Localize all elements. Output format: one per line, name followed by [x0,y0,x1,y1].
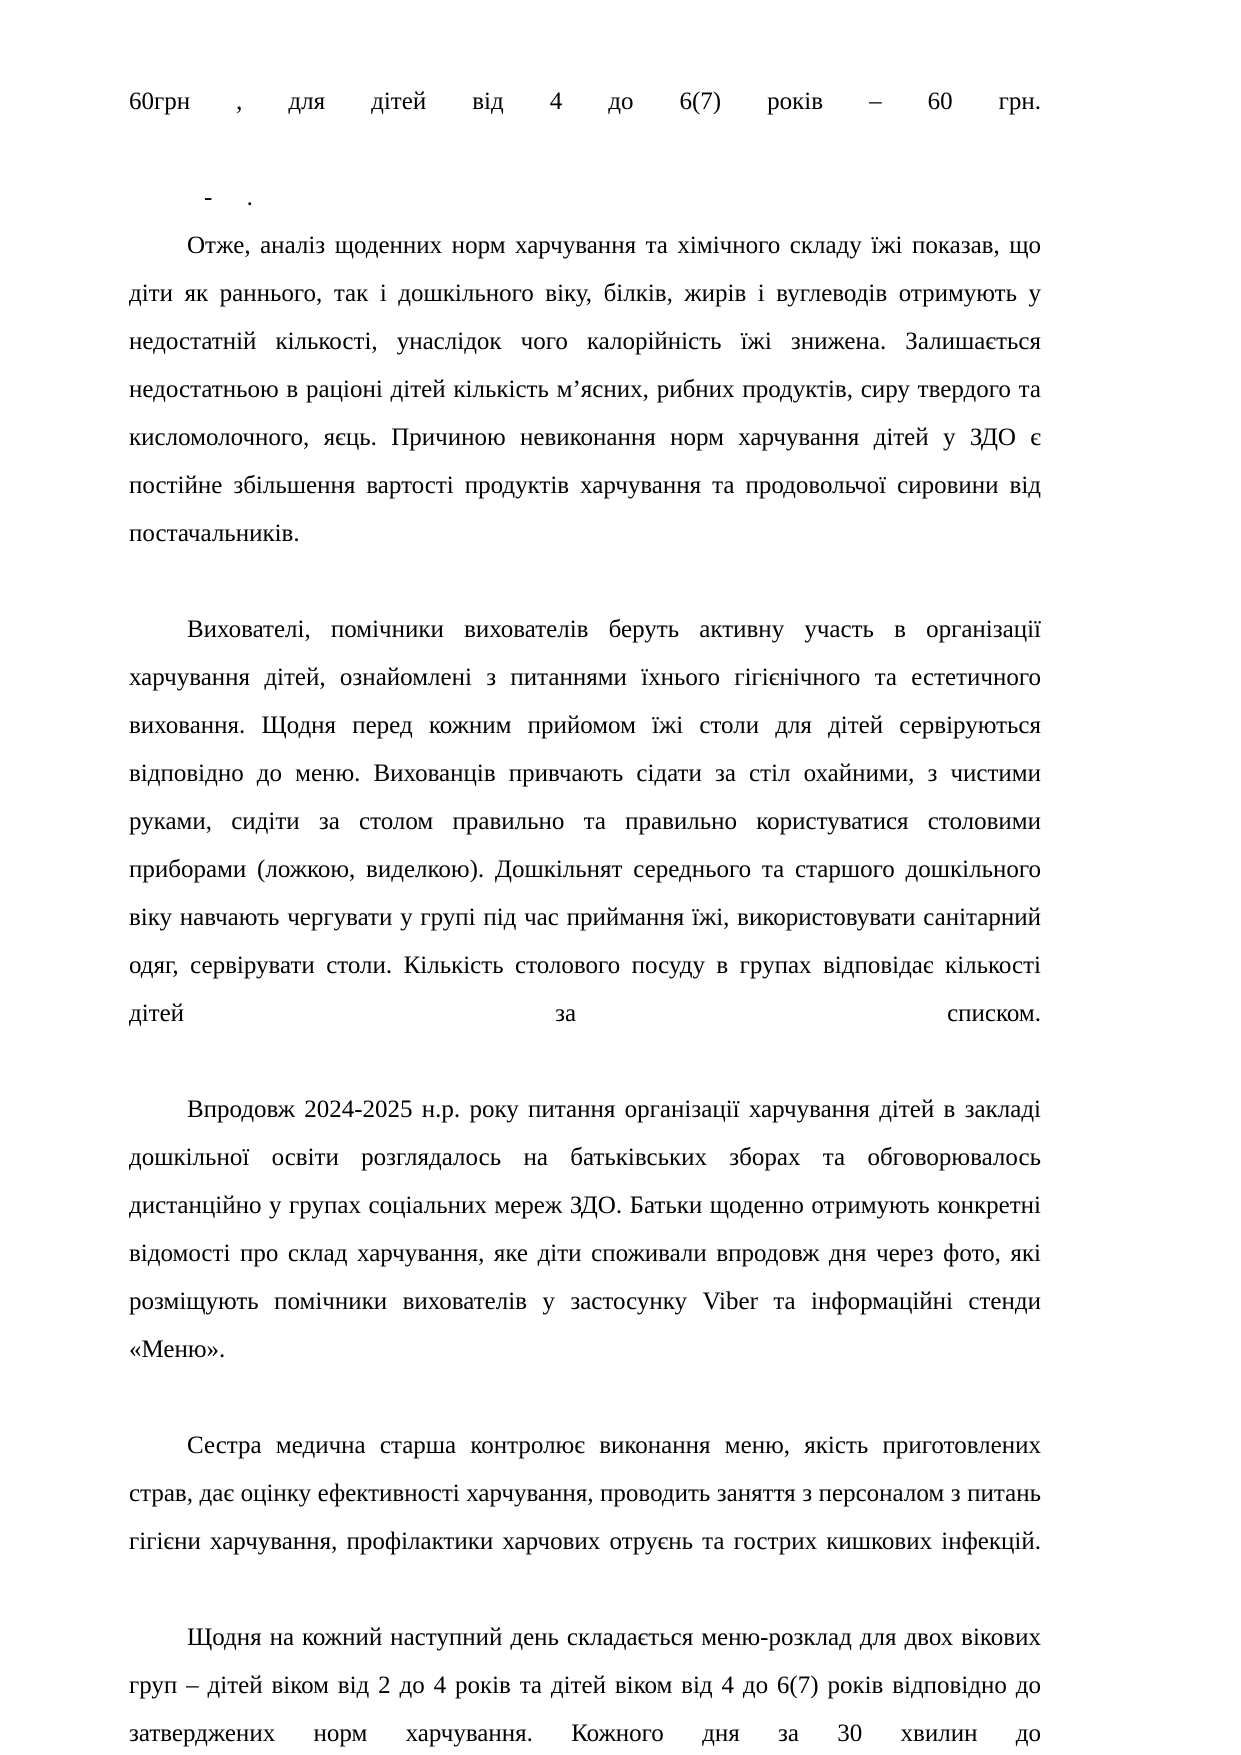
paragraph-educators-participation: Вихователі, помічники вихователів беруть активну участь в організації харчування дітей, ознайомлені з питаннями їхнього гігієнічного та естетичного виховання. Щодня перед кожним прийомом їжі столи для дітей сервіруються відповідно до меню. Вихованців привчають сідати за стіл охайними, з чистими руками, сидіти за столом правильно та правильно користуватися столовими приборами (ложкою, виделкою). Дошкільнят середнього та старшого дошкільного віку навчають чергувати у групі під час приймання їжі, використовувати санітарний одяг, сервірувати столи. Кількість столового посуду в групах відповідає кількості дітей за списком. [129,616,1041,1027]
paragraph-senior-nurse: Сестра медична старша контролює виконання меню, якість приготовлених страв, дає оцінку ефективності харчування, проводить заняття з персоналом з питань гігієни харчування, профілактики харчових отруєнь та гострих кишкових інфекцій. [129,1432,1041,1555]
document-text-body [129,78,1041,1755]
paragraph-school-year-meetings: Впродовж 2024-2025 н.р. року питання організації харчування дітей в закладі дошкільної освіти розглядалось на батьківських зборах та обговорювалось дистанційно у групах соціальних мереж ЗДО. Батьки щоденно отримують конкретні відомості про склад харчування, яке діти споживали впродовж дня через фото, які розміщують помічники вихователів у застосунку Viber та інформаційні стенди «Меню». [129,1096,1041,1363]
paragraph-price-line: 60грн , для дітей від 4 до 6(7) років – 60 грн. [129,88,1041,115]
paragraph-daily-menu-schedule: Щодня на кожний наступний день складається меню-розклад для двох вікових груп – дітей віком від 2 до 4 років та дітей віком від 4 до 6(7) років відповідно до затверджених норм харчування. Кожного дня за 30 хвилин до [129,1624,1041,1747]
paragraph-nutrition-analysis: Отже, аналіз щоденних норм харчування та хімічного складу їжі показав, що діти як раннього, так і дошкільного віку, білків, жирів і вуглеводів отримують у недостатній кількості, унаслідок чого калорійність їжі знижена. Залишається недостатньою в раціоні дітей кількість м’ясних, рибних продуктів, сиру твердого та кисломолочного, яєць. Причиною невиконання норм харчування дітей у ЗДО є постійне збільшення вартості продуктів харчування та продовольчої сировини від постачальників. [129,232,1041,547]
paragraph-dash-line: - . [204,184,267,211]
